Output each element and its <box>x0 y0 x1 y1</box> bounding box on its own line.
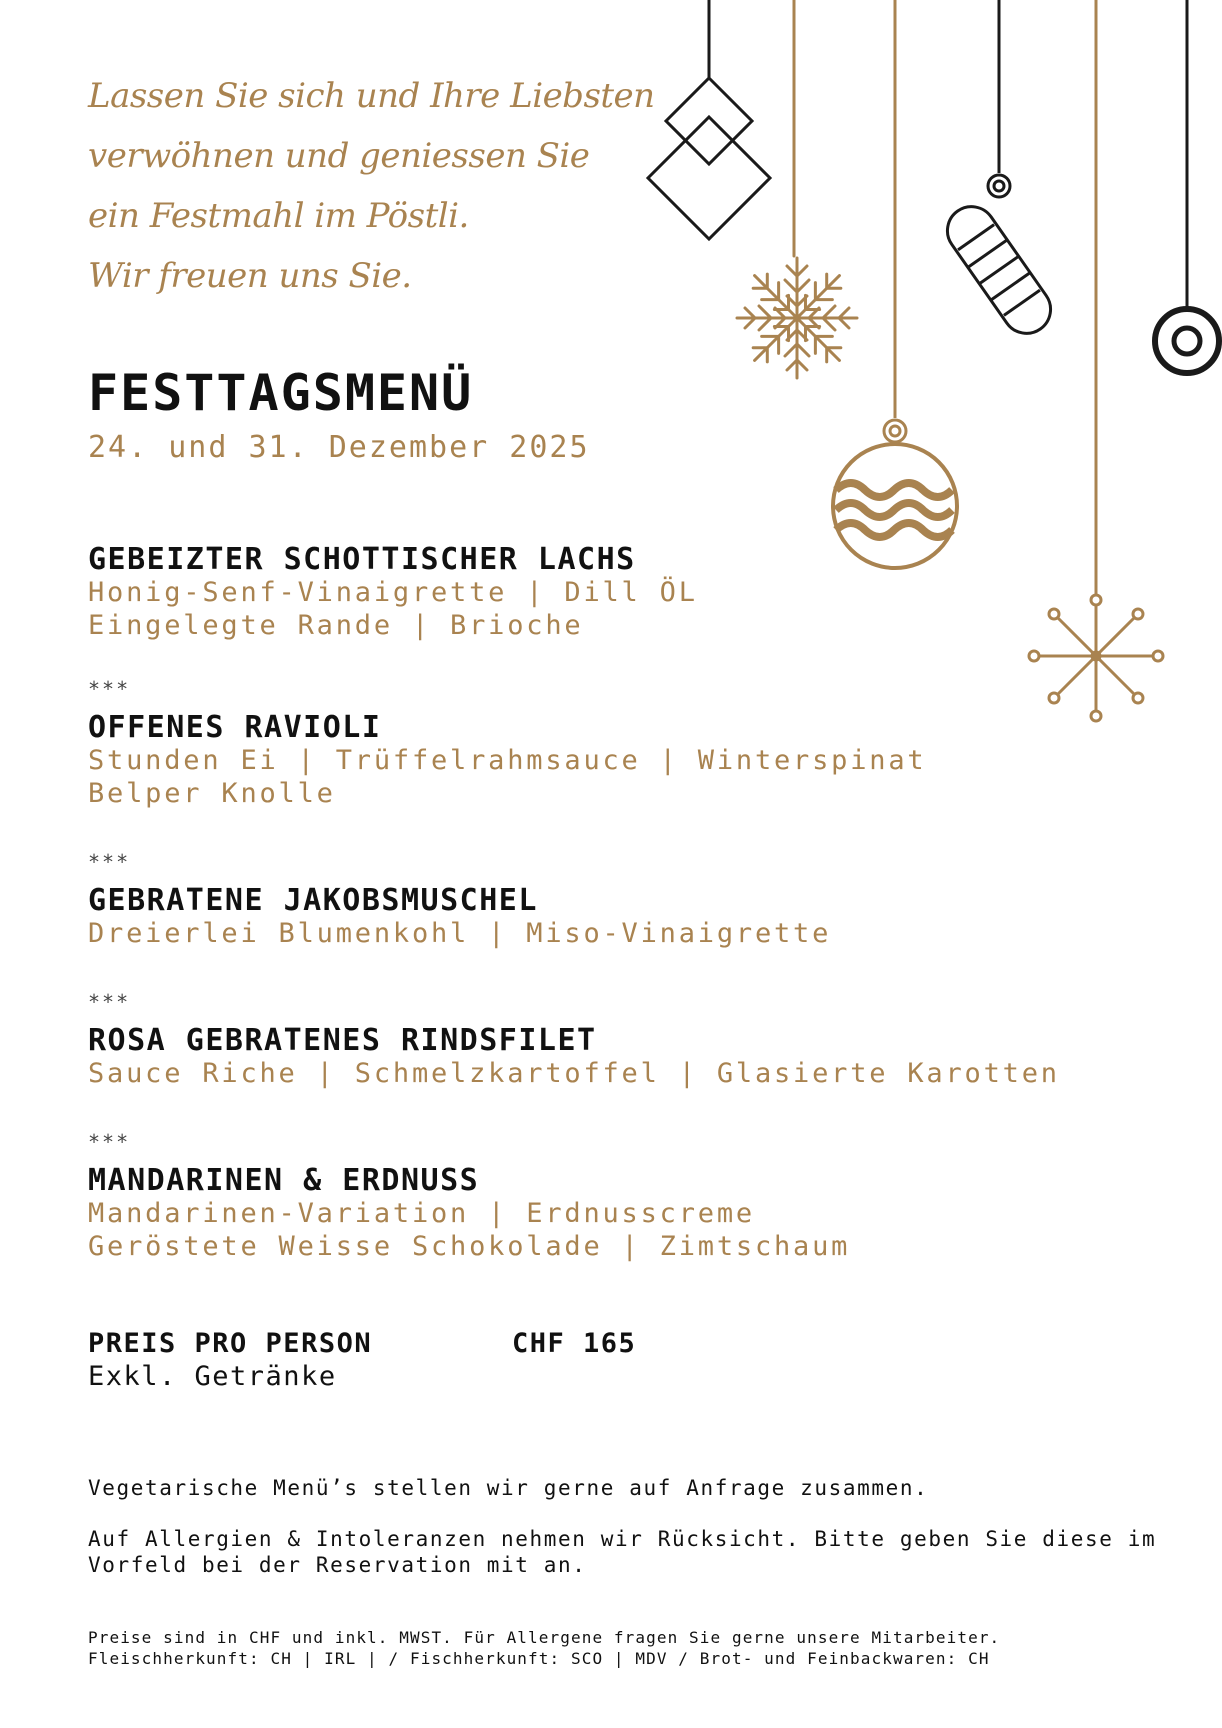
course-item <box>88 884 831 951</box>
price-value: CHF 165 <box>512 1328 637 1359</box>
snowflake-icon <box>737 0 857 378</box>
course-detail: Honig-Senf-Vinaigrette | Dill ÖL <box>88 577 698 608</box>
course-separator: *** <box>88 1130 131 1154</box>
price-label: PREIS PRO PERSON <box>88 1328 373 1359</box>
menu-title: FESTTAGSMENÜ <box>88 364 474 422</box>
allergy-note <box>88 1526 1156 1578</box>
allergy-note-line: Vorfeld bei der Reservation mit an. <box>88 1553 587 1577</box>
course-detail: Eingelegte Rande | Brioche <box>88 609 584 641</box>
ring-ornament-icon <box>1155 0 1219 373</box>
course-item <box>88 543 698 642</box>
course-detail: Mandarinen-Variation | Erdnusscreme <box>88 1198 755 1229</box>
allergy-note-line: Auf Allergien & Intoleranzen nehmen wir Rücksicht. Bitte geben Sie diese im <box>88 1527 1157 1551</box>
course-detail: Dreierlei Blumenkohl | Miso-Vinaigrette <box>88 918 832 949</box>
course-separator: *** <box>88 850 131 874</box>
course-separator: *** <box>88 677 131 701</box>
intro-line: verwöhnen und geniessen Sie <box>88 136 590 176</box>
course-detail: Sauce Riche | Schmelzkartoffel | Glasierte Karotten <box>88 1058 1060 1089</box>
course-item <box>88 1024 1060 1091</box>
intro-line: ein Festmahl im Pöstli. <box>88 196 469 236</box>
footer-line: Preise sind in CHF und inkl. MWST. Für Allergene fragen Sie gerne unsere Mitarbeiter. <box>88 1628 1001 1647</box>
bauble-icon <box>833 0 957 568</box>
footer-note <box>88 1627 1000 1669</box>
course-name: MANDARINEN & ERDNUSS <box>88 1163 480 1198</box>
course-item <box>88 1164 850 1263</box>
course-detail: Stunden Ei | Trüffelrahmsauce | Winterspinat <box>88 745 927 776</box>
course-detail: Belper Knolle <box>88 777 336 809</box>
course-name: GEBRATENE JAKOBSMUSCHEL <box>88 883 538 918</box>
intro-text <box>88 66 655 306</box>
course-item <box>88 711 926 810</box>
menu-date: 24. und 31. Dezember 2025 <box>88 430 590 465</box>
course-separator: *** <box>88 990 131 1014</box>
price-note: Exkl. Getränke <box>88 1361 337 1392</box>
star-ornament-icon <box>1029 0 1163 721</box>
intro-line: Lassen Sie sich und Ihre Liebsten <box>88 76 655 116</box>
course-name: OFFENES RAVIOLI <box>88 710 382 745</box>
diamond-ornament-icon <box>648 0 770 239</box>
course-detail: Geröstete Weisse Schokolade | Zimtschaum <box>88 1230 851 1262</box>
course-name: ROSA GEBRATENES RINDSFILET <box>88 1023 597 1058</box>
intro-line: Wir freuen uns Sie. <box>88 256 412 296</box>
footer-line: Fleischherkunft: CH | IRL | / Fischherkunft: SCO | MDV / Brot- und Feinbackwaren: CH <box>88 1649 990 1668</box>
course-name: GEBEIZTER SCHOTTISCHER LACHS <box>88 542 636 577</box>
vegetarian-note: Vegetarische Menü’s stellen wir gerne auf Anfrage zusammen. <box>88 1476 929 1500</box>
striped-ornament-icon <box>938 0 1060 343</box>
